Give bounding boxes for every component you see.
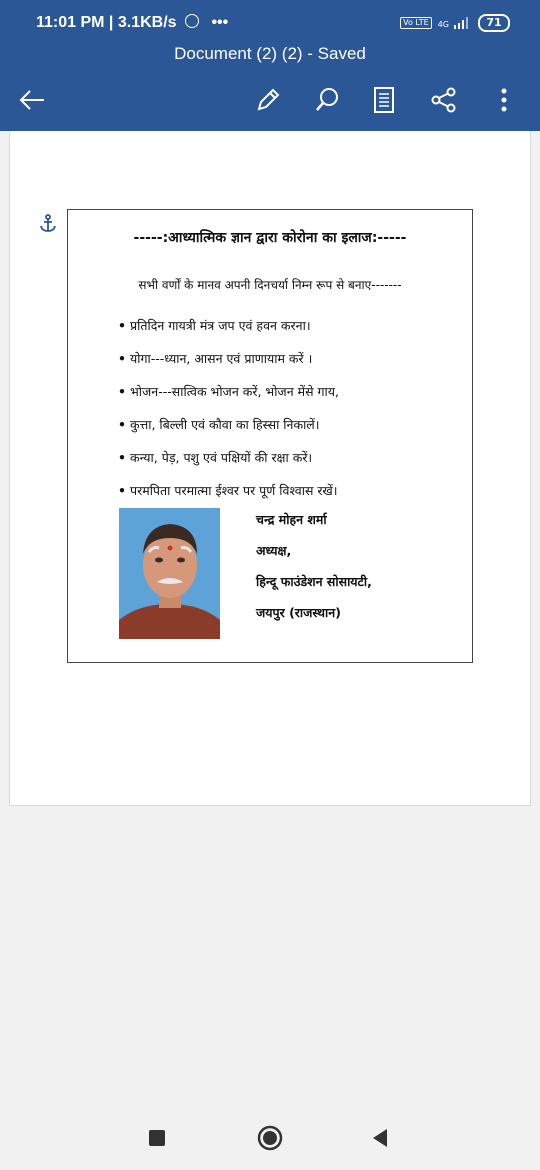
status-time: 11:01 PM | 3.1KB/s ••• <box>36 14 229 31</box>
search-button[interactable] <box>310 82 346 118</box>
recents-button[interactable] <box>142 1123 172 1153</box>
edit-button[interactable] <box>250 82 286 118</box>
document-heading: -----:आध्यात्मिक ज्ञान द्वारा कोरोना का इलाज:----- <box>133 230 407 246</box>
list-item: • परमपिता परमात्मा ईश्वर पर पूर्ण विश्वास रखें। <box>118 481 339 514</box>
recents-square-icon <box>149 1130 165 1146</box>
share-button[interactable] <box>426 82 462 118</box>
battery-indicator: 71 <box>478 14 510 32</box>
list-item: • कुत्ता, बिल्ली एवं कौवा का हिस्सा निकालें। <box>118 415 339 448</box>
more-notifications-icon: ••• <box>211 14 229 31</box>
home-circle-icon <box>257 1125 283 1151</box>
network-indicator: 4G <box>438 17 472 29</box>
list-item: • कन्या, पेड़, पशु एवं पक्षियों की रक्षा करें। <box>118 448 339 481</box>
home-button[interactable] <box>255 1123 285 1153</box>
signature-block <box>256 510 372 634</box>
more-options-button[interactable] <box>486 82 522 118</box>
anchor-icon[interactable] <box>38 214 58 234</box>
signatory-organization: हिन्दू फाउंडेशन सोसायटी, <box>256 574 372 589</box>
back-nav-button[interactable] <box>365 1123 395 1153</box>
back-button[interactable] <box>14 82 50 118</box>
list-item: • प्रतिदिन गायत्री मंत्र जप एवं हवन करना। <box>118 316 339 349</box>
more-vertical-icon <box>500 87 508 113</box>
pencil-icon <box>255 87 281 113</box>
system-nav-bar <box>0 1105 540 1170</box>
signatory-role: अध्यक्ष, <box>256 543 292 558</box>
portrait-photo[interactable] <box>119 508 220 639</box>
list-item: • योगा---ध्यान, आसन एवं प्राणायाम करें । <box>118 349 339 382</box>
status-icons <box>400 14 510 32</box>
text-box[interactable] <box>67 209 473 663</box>
intro-line: सभी वर्णों के मानव अपनी दिनचर्या निम्न रूप से बनाए------- <box>138 278 402 292</box>
list-item: • भोजन---सात्विक भोजन करें, भोजन मेंसे गाय, <box>118 382 339 415</box>
reading-view-button[interactable] <box>366 82 402 118</box>
volte-icon: Vo LTE <box>400 17 432 29</box>
bullet-list <box>118 316 339 514</box>
reading-view-icon <box>373 87 395 113</box>
app-bar <box>0 0 540 131</box>
search-icon <box>315 87 341 113</box>
signatory-name: चन्द्र मोहन शर्मा <box>256 512 327 527</box>
document-title: Document (2) (2) - Saved <box>174 44 366 63</box>
back-arrow-icon <box>18 88 46 112</box>
portrait-image <box>119 508 220 639</box>
sync-icon <box>185 14 199 28</box>
signal-icon <box>452 17 472 29</box>
signatory-location: जयपुर (राजस्थान) <box>256 605 341 620</box>
back-triangle-icon <box>371 1128 389 1148</box>
share-icon <box>431 87 457 113</box>
